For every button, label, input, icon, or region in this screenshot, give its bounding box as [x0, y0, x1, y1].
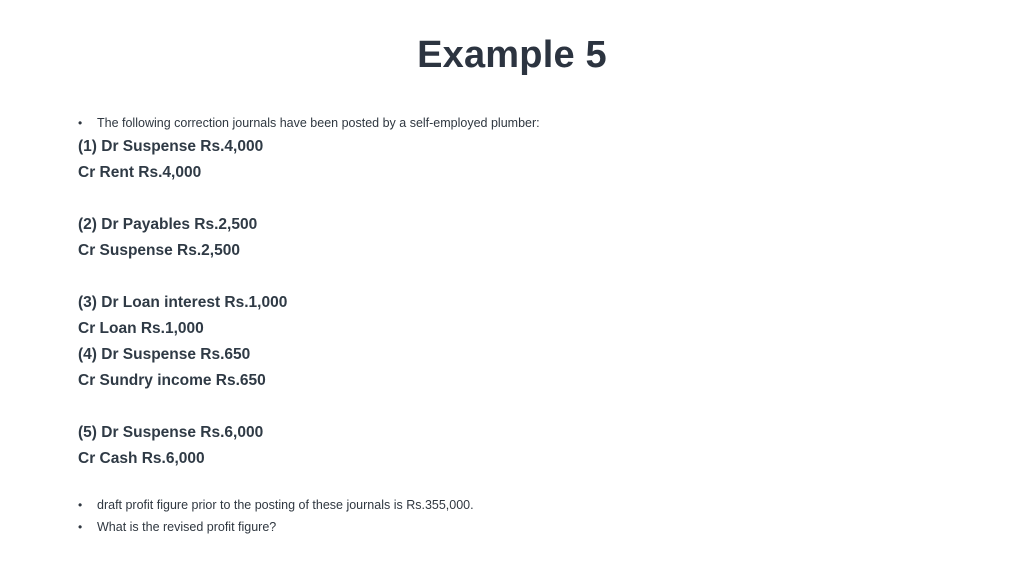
slide-title: Example 5 [417, 34, 607, 76]
bullet-glyph: • [78, 116, 83, 130]
journal-line-1: (1) Dr Suspense Rs.4,000 [78, 138, 264, 155]
journal-line-7: (4) Dr Suspense Rs.650 [78, 346, 251, 363]
closing-bullet-1 [78, 498, 474, 512]
journal-line-5: (3) Dr Loan interest Rs.1,000 [78, 294, 288, 311]
closing-bullet-2 [78, 520, 276, 534]
bullet-glyph: • [78, 498, 83, 512]
journal-line-4: Cr Suspense Rs.2,500 [78, 242, 240, 259]
closing-bullet-text-2: What is the revised profit figure? [97, 520, 277, 534]
intro-bullet-text: The following correction journals have been posted by a self-employed plumber: [97, 116, 540, 130]
journal-line-6: Cr Loan Rs.1,000 [78, 320, 204, 337]
journal-line-9: (5) Dr Suspense Rs.6,000 [78, 424, 264, 441]
journal-line-10: Cr Cash Rs.6,000 [78, 450, 205, 467]
intro-bullet [78, 116, 540, 130]
bullet-glyph: • [78, 520, 83, 534]
journal-line-3: (2) Dr Payables Rs.2,500 [78, 216, 258, 233]
journal-line-2: Cr Rent Rs.4,000 [78, 164, 202, 181]
closing-bullet-text-1: draft profit figure prior to the posting of these journals is Rs.355,000. [97, 498, 474, 512]
journal-line-8: Cr Sundry income Rs.650 [78, 372, 266, 389]
